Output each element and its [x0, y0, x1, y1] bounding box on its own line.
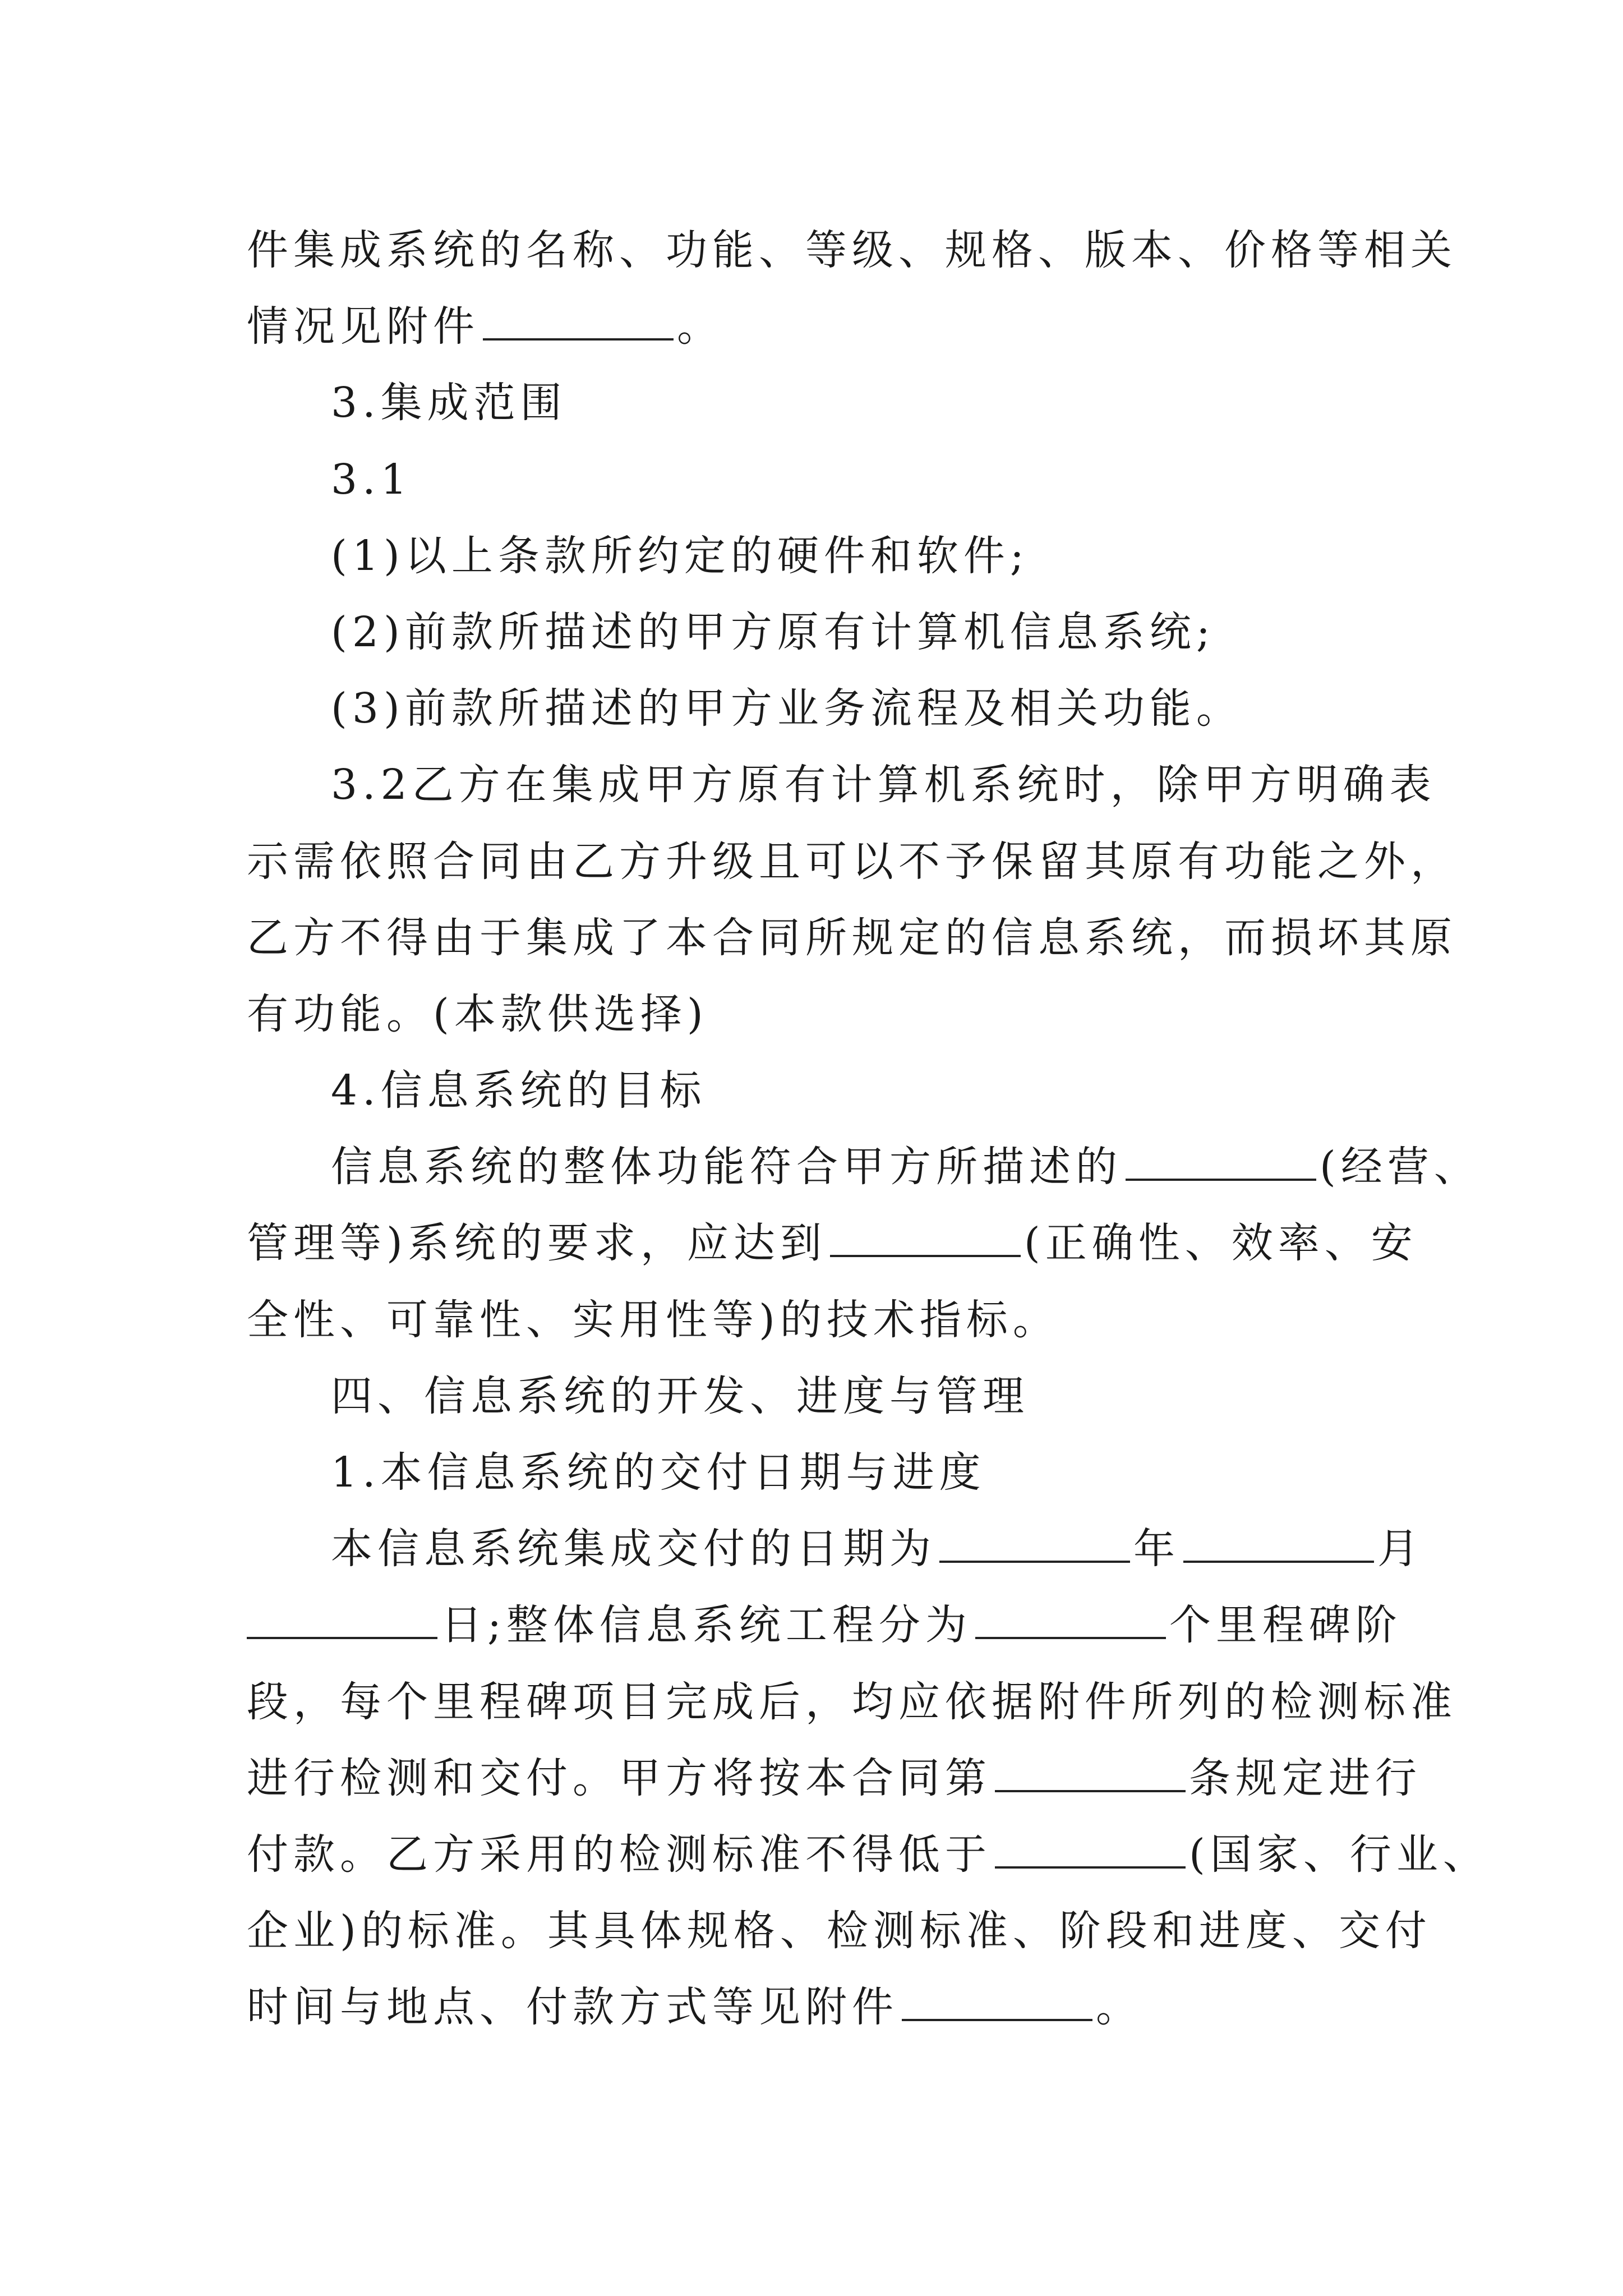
section-heading	[247, 365, 1380, 441]
fill-in-blank	[1126, 1145, 1316, 1181]
fill-in-blank	[247, 1603, 437, 1639]
text-segment: 示需依照合同由乙方升级且可以不予保留其原有功能之外，	[247, 837, 1457, 886]
text-segment: 1.本信息系统的交付日期与进度	[331, 1448, 986, 1497]
paragraph-line	[247, 1740, 1422, 1816]
text-segment: 。	[1096, 1983, 1142, 2032]
paragraph-line	[247, 900, 1457, 976]
text-segment: 件集成系统的名称、功能、等级、规格、版本、价格等相关	[247, 226, 1457, 274]
fill-in-blank	[902, 1985, 1092, 2021]
text-segment: 时间与地点、付款方式等见附件	[247, 1983, 898, 2032]
text-segment: 3.1	[331, 455, 412, 504]
text-segment: 企业)的标准。其具体规格、检测标准、阶段和进度、交付	[247, 1907, 1432, 1955]
text-segment: (3)前款所描述的甲方业务流程及相关功能。	[331, 684, 1243, 733]
list-item	[247, 594, 1380, 670]
fill-in-blank	[1183, 1527, 1374, 1563]
chapter-heading	[247, 1358, 1380, 1434]
text-segment: 管理等)系统的要求，应达到	[247, 1219, 827, 1268]
text-segment: (2)前款所描述的甲方原有计算机信息系统;	[331, 608, 1215, 656]
paragraph-line	[247, 747, 1436, 823]
text-segment: (1)以上条款所约定的硬件和软件;	[331, 531, 1029, 580]
fill-in-blank	[830, 1221, 1021, 1257]
text-segment: 情况见附件	[247, 302, 479, 351]
text-segment: (正确性、效率、安	[1023, 1219, 1418, 1268]
paragraph-line	[247, 976, 1380, 1052]
text-segment: 有功能。(本款供选择)	[247, 990, 708, 1038]
document-body	[247, 212, 1490, 2046]
paragraph-line	[247, 288, 1380, 365]
text-segment: 全性、可靠性、实用性等)的技术指标。	[247, 1295, 1059, 1344]
text-segment: 3.2乙方在集成甲方原有计算机系统时，除甲方明确表	[331, 761, 1436, 809]
text-segment: 年	[1133, 1525, 1180, 1573]
text-segment: 3.集成范围	[331, 379, 567, 427]
paragraph-line	[247, 1893, 1432, 1969]
fill-in-blank	[995, 1756, 1186, 1792]
paragraph-line	[247, 1129, 1481, 1205]
paragraph-line	[247, 1205, 1418, 1281]
text-segment: 段，每个里程碑项目完成后，均应依据附件所列的检测标准	[247, 1677, 1457, 1726]
text-segment: 条规定进行	[1189, 1754, 1422, 1802]
text-segment: (国家、行业、	[1189, 1830, 1490, 1879]
section-heading	[247, 1052, 1380, 1129]
paragraph-line	[247, 1511, 1424, 1587]
fill-in-blank	[975, 1603, 1166, 1639]
paragraph-line	[247, 1282, 1380, 1358]
text-segment: 付款。乙方采用的检测标准不得低于	[247, 1830, 992, 1879]
paragraph-line	[247, 1816, 1490, 1893]
text-segment: 信息系统的整体功能符合甲方所描述的	[331, 1143, 1122, 1191]
text-segment: 四、信息系统的开发、进度与管理	[331, 1372, 1029, 1420]
list-item	[247, 670, 1380, 747]
paragraph-line	[247, 1664, 1457, 1740]
paragraph-line	[247, 1969, 1380, 2045]
fill-in-blank	[995, 1833, 1186, 1869]
text-segment: 日;整体信息系统工程分为	[441, 1601, 972, 1650]
text-segment: 月	[1377, 1525, 1424, 1573]
text-segment: 乙方不得由于集成了本合同所规定的信息系统，而损坏其原	[247, 913, 1457, 962]
paragraph-line	[247, 1587, 1402, 1663]
section-heading	[247, 441, 1380, 518]
section-heading	[247, 1434, 1380, 1511]
paragraph-line	[247, 212, 1457, 288]
text-segment: (经营、	[1320, 1143, 1481, 1191]
text-segment: 。	[677, 302, 723, 351]
text-segment: 个里程碑阶	[1169, 1601, 1402, 1650]
paragraph-line	[247, 823, 1457, 900]
text-segment: 进行检测和交付。甲方将按本合同第	[247, 1754, 992, 1802]
list-item	[247, 518, 1380, 594]
text-segment: 本信息系统集成交付的日期为	[331, 1525, 936, 1573]
fill-in-blank	[939, 1527, 1130, 1563]
fill-in-blank	[483, 305, 674, 341]
text-segment: 4.信息系统的目标	[331, 1066, 707, 1115]
